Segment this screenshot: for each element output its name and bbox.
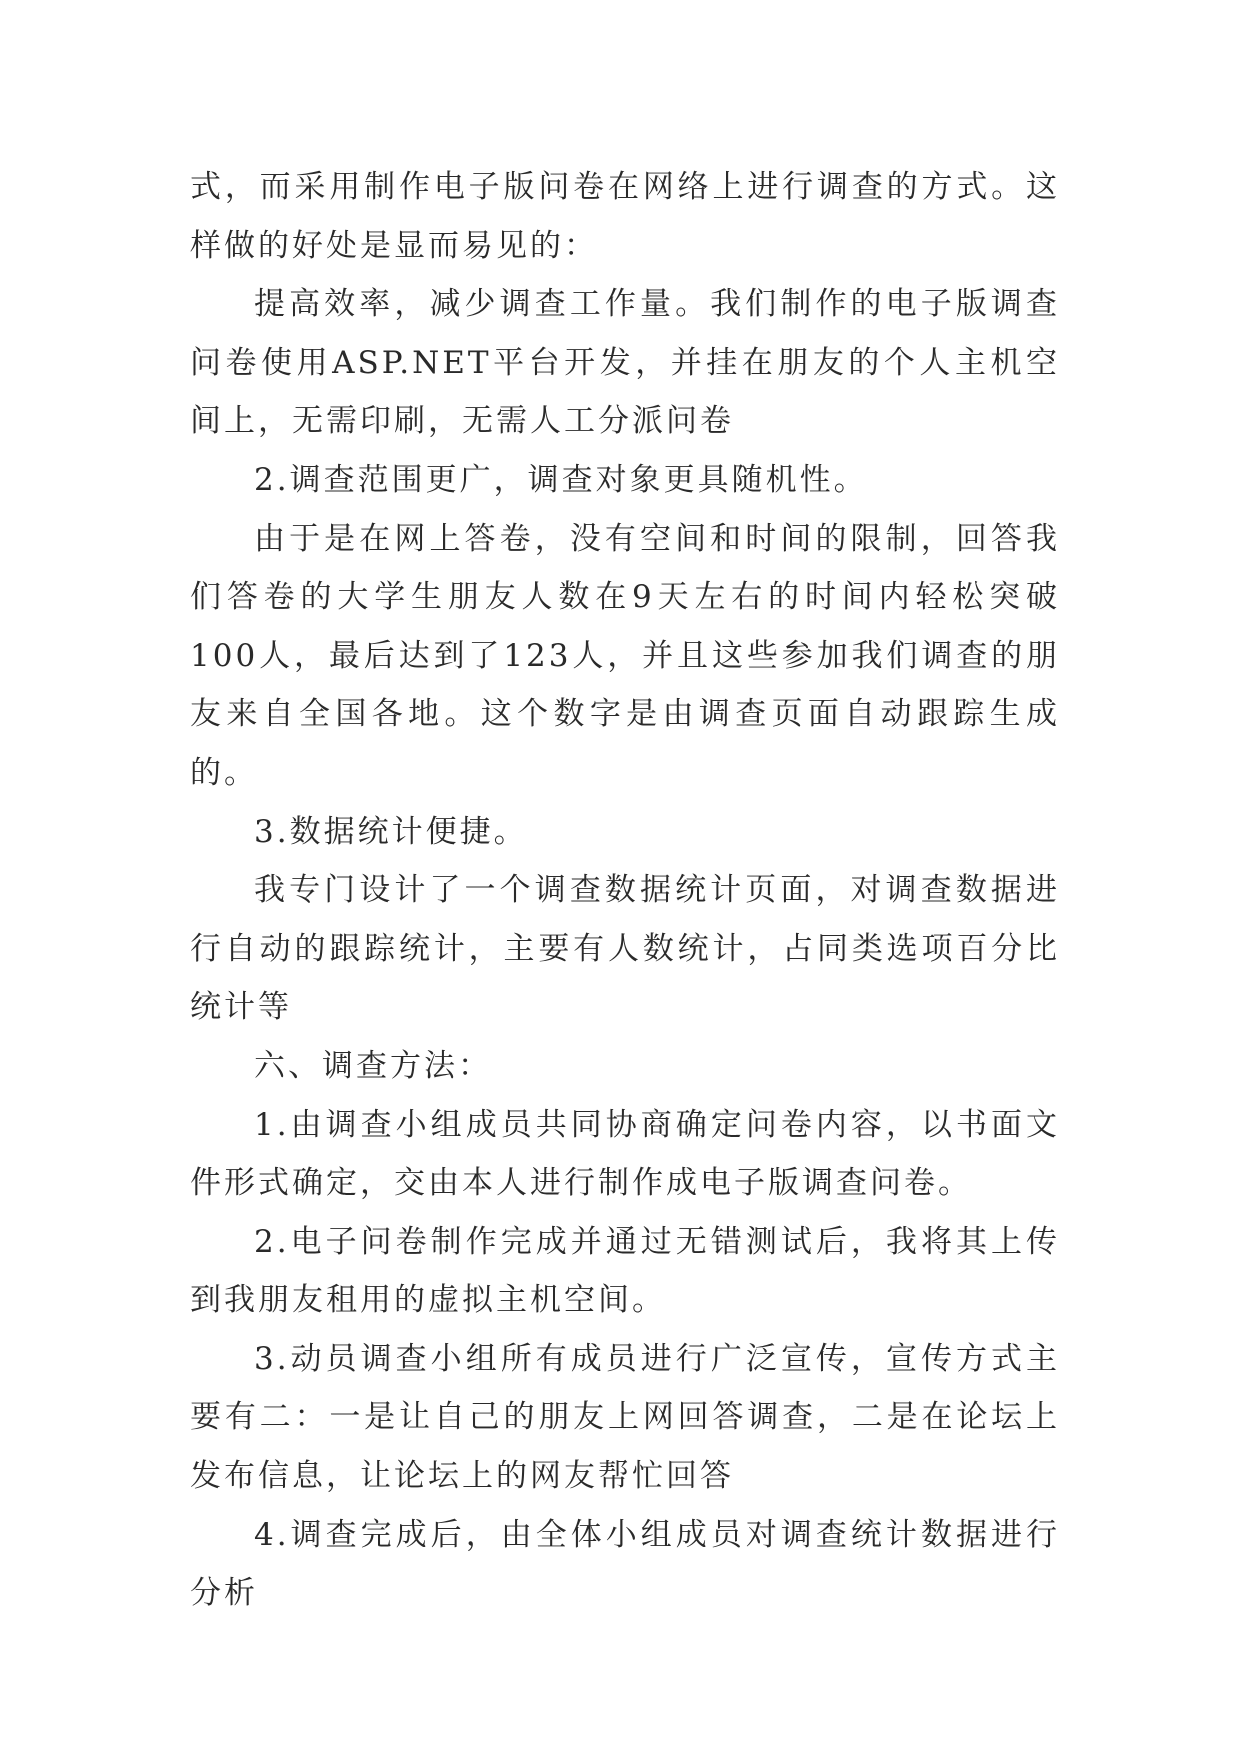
- method-item-1: 1.由调查小组成员共同协商确定问卷内容，以书面文件形式确定，交由本人进行制作成电子版调查问卷。: [190, 1106, 1060, 1202]
- paragraph-scope-detail: 由于是在网上答卷，没有空间和时间的限制，回答我们答卷的大学生朋友人数在9天左右的时间内轻松突破100人，最后达到了123人，并且这些参加我们调查的朋友来自全国各地。这个数字是由调查页面自动跟踪生成的。: [190, 520, 1060, 791]
- paragraph-point-2: 2.调查范围更广，调查对象更具随机性。: [254, 461, 868, 498]
- method-item-4: 4.调查完成后，由全体小组成员对调查统计数据进行分析: [190, 1516, 1060, 1612]
- section-heading-methods: 六、调查方法：: [254, 1047, 492, 1084]
- paragraph-efficiency: 提高效率，减少调查工作量。我们制作的电子版调查问卷使用ASP.NET平台开发，并挂在朋友的个人主机空间上，无需印刷，无需人工分派问卷: [190, 286, 1060, 440]
- paragraph-intro-continued: 式，而采用制作电子版问卷在网络上进行调查的方式。这样做的好处是显而易见的：: [190, 169, 1060, 264]
- method-item-2: 2.电子问卷制作完成并通过无错测试后，我将其上传到我朋友租用的虚拟主机空间。: [190, 1223, 1060, 1319]
- body-text: [190, 158, 1060, 1623]
- method-item-3: 3.动员调查小组所有成员进行广泛宣传，宣传方式主要有二：一是让自己的朋友上网回答调查，二是在论坛上发布信息，让论坛上的网友帮忙回答: [190, 1340, 1060, 1495]
- paragraph-point-3: 3.数据统计便捷。: [254, 813, 528, 850]
- paragraph-statistics-detail: 我专门设计了一个调查数据统计页面，对调查数据进行自动的跟踪统计，主要有人数统计，占同类选项百分比统计等: [190, 872, 1060, 1026]
